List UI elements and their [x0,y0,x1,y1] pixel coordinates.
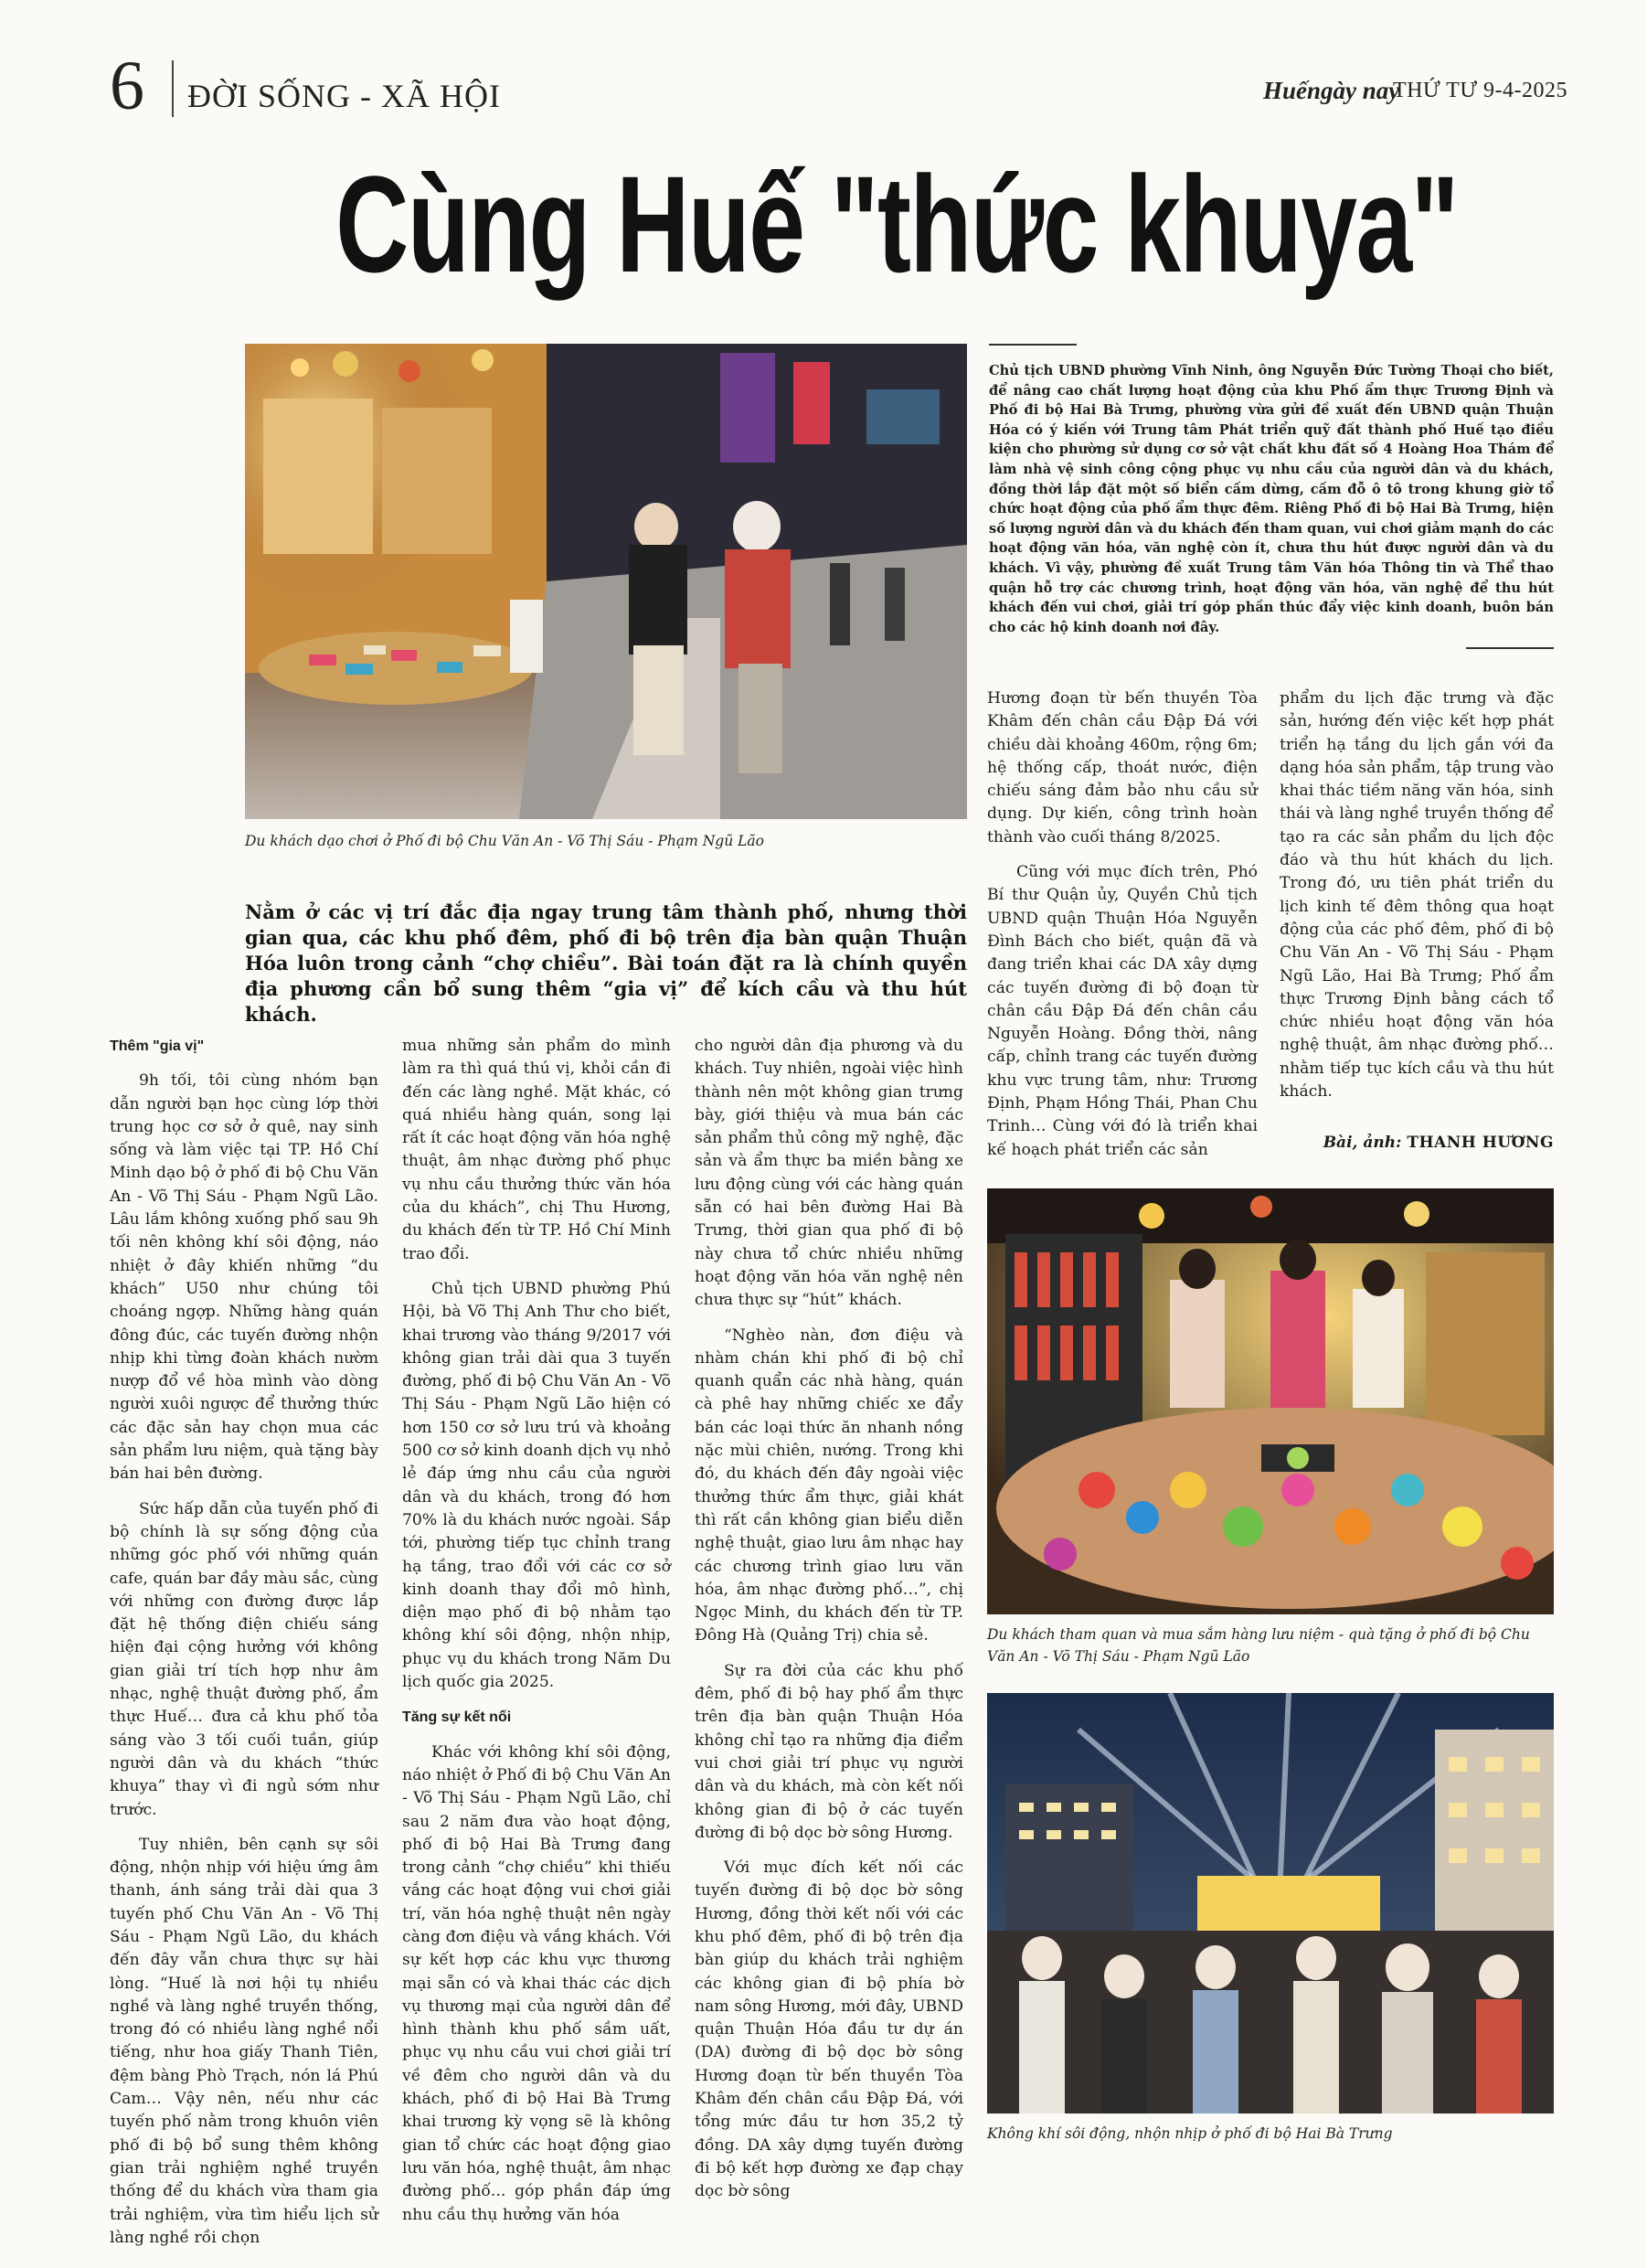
article-column-5 [1280,687,1554,1115]
note-top-rule [989,344,1077,346]
masthead-logo: Huếngày nay [1263,77,1400,104]
paragraph: Tuy nhiên, bên cạnh sự sôi động, nhộn nhịp với hiệu ứng âm thanh, ánh sáng trải dài qua 3 tuyến phố Chu Văn An - Võ Thị Sáu - Phạm Ngũ Lão, du khách đến đây vẫn chưa thực sự hài lòng. “Huế là nơi hội tụ nhiều nghề và làng nghề truyền thống, trong đó có nhiều làng nghề nổi tiếng, như hoa giấy Thanh Tiên, đệm bàng Phò Trạch, nón lá Phú Cam… Vậy nên, nếu như các tuyến phố nằm trong khuôn viên phố đi bộ bổ sung thêm không gian trải nghiệm nghề truyền thống để du khách vừa tham gia trải nghiệm, vừa tìm hiểu lịch sử làng nghề rồi chọn [110,1835,378,2247]
paragraph: Chủ tịch UBND phường Phú Hội, bà Võ Thị Anh Thư cho biết, khai trương vào tháng 9/2017 với không gian trải dài qua 3 tuyến đường, phố đi bộ Chu Văn An - Võ Thị Sáu - Phạm Ngũ Lão hiện có hơn 150 cơ sở lưu trú và khoảng 500 cơ sở kinh doanh dịch vụ nhỏ lẻ đáp ứng nhu cầu của người dân và du khách, trong đó hơn 70% là du khách nước ngoài. Sắp tới, phường tiếp tục chỉnh trang hạ tầng, trao đổi với các cơ sở kinh doanh thay đổi mô hình, diện mạo phố đi bộ nhằm tạo không khí sôi động, nhộn nhịp, phục vụ du khách trong Năm Du lịch quốc gia 2025. [402,1279,671,1692]
paragraph: Hương đoạn từ bến thuyền Tòa Khâm đến chân cầu Đập Đá với chiều dài khoảng 460m, rộng 6m; hệ thống cấp, thoát nước, điện chiếu sáng đảm bảo nhu cầu sử dụng. Dự kiến, công trình hoàn thành vào cuối tháng 8/2025. [987,689,1258,847]
photo-caption: Du khách tham quan và mua sắm hàng lưu niệm - quà tặng ở phố đi bộ Chu Văn An - Võ Thị Sáu - Phạm Ngũ Lão [987,1626,1530,1665]
info-box: Chủ tịch UBND phường Vĩnh Ninh, ông Nguyễn Đức Tường Thoại cho biết, để nâng cao chất lượng hoạt động của khu Phố ẩm thực Trương Định và Phố đi bộ Hai Bà Trưng, phường vừa gửi đề xuất đến UBND quận Thuận Hóa có ý kiến với Trung tâm Phát triển quỹ đất thành phố Huế tạo điều kiện cho phường sử dụng cơ sở vật chất khu đất số 4 Hoàng Hoa Thám để làm nhà vệ sinh công cộng phục vụ nhu cầu của người dân và du khách, đồng thời lắp đặt một số biển cấm dừng, cấm đỗ ô tô trong khung giờ tổ chức hoạt động của phố ẩm thực đêm. Riêng Phố đi bộ Hai Bà Trưng, hiện số lượng người dân và du khách đến tham quan, vui chơi giảm mạnh do các hoạt động văn hóa, văn nghệ còn ít, chưa thu hút được người dân và du khách. Vì vậy, phường đề xuất Trung tâm Văn hóa Thông tin và Thể thao quận hỗ trợ các chương trình, hoạt động văn hóa, văn nghệ để thu hút khách đến vui chơi, giải trí góp phần thúc đẩy việc kinh doanh, buôn bán cho các hộ kinh doanh nơi đây. [989,363,1554,635]
article-column-3 [695,1035,963,2216]
article-column-1 [110,1035,378,2262]
paragraph: 9h tối, tôi cùng nhóm bạn dẫn người bạn học cùng lớp thời trung học cơ sở ở quê, nay sinh sống và làm việc tại TP. Hồ Chí Minh dạo bộ ở phố đi bộ Chu Văn An - Võ Thị Sáu - Phạm Ngũ Lão. Lâu lắm không xuống phố sau 9h tối nên không khí sôi động, náo nhiệt ở đây khiến những “du khách” U50 như chúng tôi choáng ngợp. Những hàng quán đông đúc, các tuyến đường nhộn nhịp khi từng đoàn khách nườm nượp đổ về hòa mình vào dòng người xuôi ngược để thưởng thức các đặc sản hay chọn mua các sản phẩm lưu niệm, quà tặng bày bán hai bên đường. [110,1071,378,1484]
photo-caption: Không khí sôi động, nhộn nhịp ở phố đi bộ Hai Bà Trưng [987,2125,1393,2142]
subhead: Tăng sự kết nối [402,1709,512,1726]
headline: Cùng Huế "thức khuya" [335,147,1458,301]
lede: Nằm ở các vị trí đắc địa ngay trung tâm thành phố, nhưng thời gian qua, các khu phố đêm, phố đi bộ trên địa bàn quận Thuận Hóa luôn trong cảnh “chợ chiều”. Bài toán đặt ra là chính quyền địa phương cần bổ sung thêm “gia vị” để kích cầu và thu hút khách. [245,900,967,1026]
paragraph: Sức hấp dẫn của tuyến phố đi bộ chính là sự sống động của những góc phố với những quán cafe, quán bar đầy màu sắc, cùng với những con đường được lắp đặt hệ thống điện chiếu sáng hiện đại cộng hưởng với không gian giải trí tích hợp như âm nhạc, nghệ thuật đường phố, ẩm thực Huế… đưa cả khu phố tỏa sáng vào 3 tối cuối tuần, giúp người dân và du khách “thức khuya” thay vì đi ngủ sớm như trước. [110,1499,378,1819]
photo-souvenir-shop [987,1188,1554,1614]
header-divider [172,60,174,117]
byline-author: THANH HƯƠNG [1407,1134,1554,1152]
note-bottom-rule [1466,647,1554,649]
byline-prefix: Bài, ảnh: [1323,1134,1402,1152]
photo-night-crowd [987,1693,1554,2114]
section-title: ĐỜI SỐNG - XÃ HỘI [187,78,501,114]
page-number: 6 [110,48,144,124]
paragraph: Khác với không khí sôi động, náo nhiệt ở Phố đi bộ Chu Văn An - Võ Thị Sáu - Phạm Ngũ Lão, chỉ sau 2 năm đưa vào hoạt động, phố đi bộ Hai Bà Trưng đang trong cảnh “chợ chiều” khi thiếu vắng các hoạt động vui chơi giải trí, văn hóa nghệ thuật nên ngày càng đơn điệu và vắng khách. Với sự kết hợp các khu vực thương mại sẵn có và khai thác các dịch vụ thương mại của người dân để hình thành khu phố sầm uất, phục vụ nhu cầu vui chơi giải trí về đêm cho người dân và du khách, phố đi bộ Hai Bà Trưng khai trương kỳ vọng sẽ là không gian tổ chức các hoạt động giao lưu văn hóa, nghệ thuật, âm nhạc đường phố... góp phần đáp ứng nhu cầu thụ hưởng văn hóa [402,1742,671,2224]
byline [1280,1134,1554,1152]
article-column-4 [987,687,1258,1174]
paragraph: “Nghèo nàn, đơn điệu và nhàm chán khi phố đi bộ chỉ quanh quẩn các nhà hàng, quán cà phê hay những chiếc xe đẩy bán các loại thức ăn nhanh nồng nặc mùi chiên, nướng. Trong khi đó, du khách đến đây ngoài việc thưởng thức ẩm thực, giải khát thì rất cần không gian biểu diễn nghệ thuật, giao lưu âm nhạc hay các chương trình giao lưu văn hóa, âm nhạc đường phố…”, chị Ngọc Minh, du khách đến từ TP. Đông Hà (Quảng Trị) chia sẻ. [695,1326,963,1645]
issue-date: THỨ TƯ 9-4-2025 [1393,79,1567,102]
subhead: Thêm "gia vị" [110,1038,205,1054]
paragraph: Sự ra đời của các khu phố đêm, phố đi bộ hay phố ẩm thực trên địa bàn quận Thuận Hóa không chỉ tạo ra những địa điểm vui chơi giải trí phục vụ người dân và du khách, mà còn kết nối không gian đi bộ ở các tuyến đường đi bộ dọc bờ sông Hương. [695,1661,963,1842]
paragraph: Cũng với mục đích trên, Phó Bí thư Quận ủy, Quyền Chủ tịch UBND quận Thuận Hóa Nguyễn Đình Bách cho biết, quận đã và đang triển khai các DA xây dựng các tuyến đường đi bộ đoạn từ chân cầu Đập Đá đến chân cầu Nguyễn Hoàng. Đồng thời, nâng cấp, chỉnh trang các tuyến đường khu vực trung tâm, như: Trương Định, Phạm Hồng Thái, Phan Chu Trinh… Cùng với đó là triển khai kế hoạch phát triển các sản [987,863,1258,1159]
paragraph: cho người dân địa phương và du khách. Tuy nhiên, ngoài việc hình thành nên một không gian trưng bày, giới thiệu và mua bán các sản phẩm thủ công mỹ nghệ, đặc sản và ẩm thực ba miền bằng xe lưu động cùng với các hàng quán sẵn có hai bên đường Hai Bà Trưng, thời gian qua phố đi bộ này chưa tổ chức nhiều những hoạt động văn hóa văn nghệ nên chưa thực sự “hút” khách. [695,1037,963,1310]
paragraph: mua những sản phẩm do mình làm ra thì quá thú vị, khỏi cần đi đến các làng nghề. Mặt khác, có quá nhiều hàng quán, song lại rất ít các hoạt động văn hóa nghệ thuật, âm nhạc đường phố phục vụ nhu cầu thưởng thức văn hóa của du khách”, chị Thu Hương, du khách đến từ TP. Hồ Chí Minh trao đổi. [402,1037,671,1263]
photo-walking-street [245,344,967,819]
article-column-2 [402,1035,671,2239]
paragraph: Với mục đích kết nối các tuyến đường đi bộ dọc bờ sông Hương, đồng thời kết nối với các khu phố đêm, phố đi bộ trên địa bàn giúp du khách trải nghiệm các không gian đi bộ phía bờ nam sông Hương, mới đây, UBND quận Thuận Hóa đầu tư dự án (DA) đường đi bộ dọc bờ sông Hương đoạn từ bến thuyền Tòa Khâm đến chân cầu Đập Đá, với tổng mức đầu tư hơn 35,2 tỷ đồng. DA xây dựng tuyến đường đi bộ kết hợp đường xe đạp chạy dọc bờ sông [695,1858,963,2201]
photo-caption: Du khách dạo chơi ở Phố đi bộ Chu Văn An - Võ Thị Sáu - Phạm Ngũ Lão [245,833,764,849]
paragraph: phẩm du lịch đặc trưng và đặc sản, hướng đến việc kết hợp phát triển hạ tầng du lịch gắn với đa dạng hóa sản phẩm, tập trung vào khai thác tiềm năng văn hóa, sinh thái và làng nghề truyền thống để tạo ra các sản phẩm du lịch độc đáo và thu hút khách du lịch. Trong đó, ưu tiên phát triển du lịch kinh tế đêm thông qua hoạt động của các phố đêm, phố đi bộ Chu Văn An - Võ Thị Sáu - Phạm Ngũ Lão, Hai Bà Trưng; Phố ẩm thực Trương Định bằng cách tổ chức nhiều hoạt động văn hóa nghệ thuật, âm nhạc đường phố… nhằm tiếp tục kích cầu và thu hút khách. [1280,689,1554,1102]
